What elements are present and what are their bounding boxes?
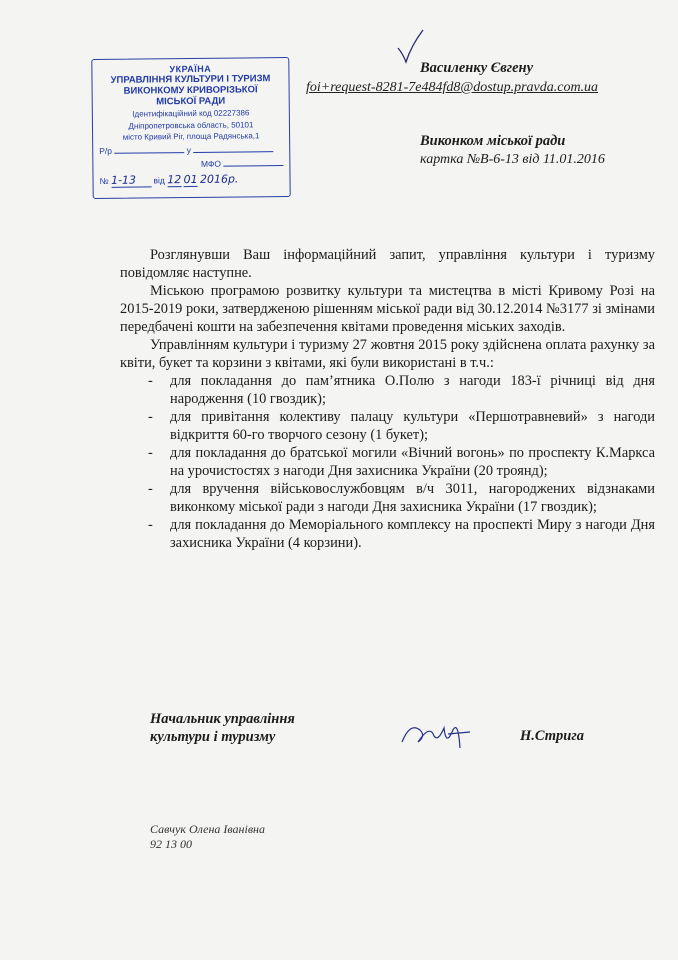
body-paragraph-2: Міською програмою розвитку культури та мистецтва в місті Кривому Розі на 2015-2019 роки, затвердженою рішенням міської ради від 30.12.2014 №3177 зі змінами передбачені кошти на забезпечення квітами проведення міських заходів. xyxy=(120,283,655,335)
signer-title xyxy=(150,710,295,746)
stamp-number-value: 1-13 xyxy=(111,173,151,187)
stamp-mfo-label: МФО xyxy=(200,158,222,169)
stamp-account-line xyxy=(114,152,184,154)
stamp-number-label: № xyxy=(99,175,109,186)
copy-to-org: Виконком міської ради xyxy=(420,133,566,149)
executor-phone: 92 13 00 xyxy=(150,837,192,851)
stamp-date-month: 01 xyxy=(183,172,198,187)
stamp-date-day: 12 xyxy=(167,173,182,187)
stamp-org-line-3: МІСЬКОЇ РАДИ xyxy=(156,95,226,108)
stamp-account-label: Р/р xyxy=(99,145,113,156)
signer-title-line-1: Начальник управління xyxy=(150,711,295,727)
stamp-org-line-1: УПРАВЛІННЯ КУЛЬТУРИ І ТУРИЗМ xyxy=(110,73,271,86)
stamp-detail-3: місто Кривий Ріг, площа Радянська,1 xyxy=(122,131,260,142)
stamp-detail-2: Дніпропетровська область, 50101 xyxy=(128,119,254,131)
list-item: - для покладання до Меморіального комплексу на проспекті Миру з нагоди Дня захисника України (4 корзини). xyxy=(120,516,655,552)
stamp-bank-line xyxy=(193,151,273,153)
official-stamp xyxy=(91,57,290,199)
card-reference: картка №В-6-13 від 11.01.2016 xyxy=(420,152,605,167)
letter-body xyxy=(120,246,655,552)
stamp-mfo-row xyxy=(99,158,283,170)
stamp-account-row xyxy=(99,144,283,156)
signer-title-line-2: культури і туризму xyxy=(150,729,276,745)
body-paragraph-3: Управлінням культури і туризму 27 жовтня 2015 року здійснена оплата рахунку за квіти, букет та корзини з квітами, які були використані в т.ч.: xyxy=(120,337,655,371)
executor-info xyxy=(150,822,265,852)
list-item: - для привітання колективу палацу культури «Першотравневий» з нагоди відкриття 60-го творчого сезону (1 букет); xyxy=(120,408,655,444)
check-mark-icon xyxy=(395,28,425,64)
list-item: - для вручення військовослужбовцям в/ч 3011, нагороджених відзнаками виконкому міської ради з нагоди Дня захисника України (17 гвоздик); xyxy=(120,480,655,516)
stamp-mfo-line xyxy=(223,165,283,167)
stamp-date-year: 2016р. xyxy=(199,172,239,186)
stamp-in-label: у xyxy=(186,145,192,156)
list-item: - для покладання до братської могили «Вічний вогонь» по проспекту К.Маркса на урочистостях з нагоди Дня захисника України (20 троянд); xyxy=(120,444,655,480)
signer-name: Н.Стрига xyxy=(520,728,584,744)
executor-name: Савчук Олена Іванівна xyxy=(150,822,266,836)
stamp-number-row xyxy=(99,172,283,188)
body-paragraph-1: Розглянувши Ваш інформаційний запит, управління культури і туризму повідомляє наступне. xyxy=(120,247,655,281)
handwritten-signature xyxy=(400,712,490,752)
recipient-name: Василенку Євгену xyxy=(420,60,534,76)
usage-list xyxy=(120,372,655,552)
stamp-date-label: від xyxy=(153,175,165,186)
stamp-country: УКРАЇНА xyxy=(169,63,212,75)
stamp-org-line-2: ВИКОНКОМУ КРИВОРІЗЬКОЇ xyxy=(123,84,258,97)
stamp-detail-1: Ідентифікаційний код 02227386 xyxy=(132,108,250,119)
recipient-email[interactable]: foi+request-8281-7e484fd8@dostup.pravda.com.ua xyxy=(306,80,599,95)
list-item: - для покладання до пам’ятника О.Полю з нагоди 183-ї річниці від дня народження (10 гвоздик); xyxy=(120,372,655,408)
